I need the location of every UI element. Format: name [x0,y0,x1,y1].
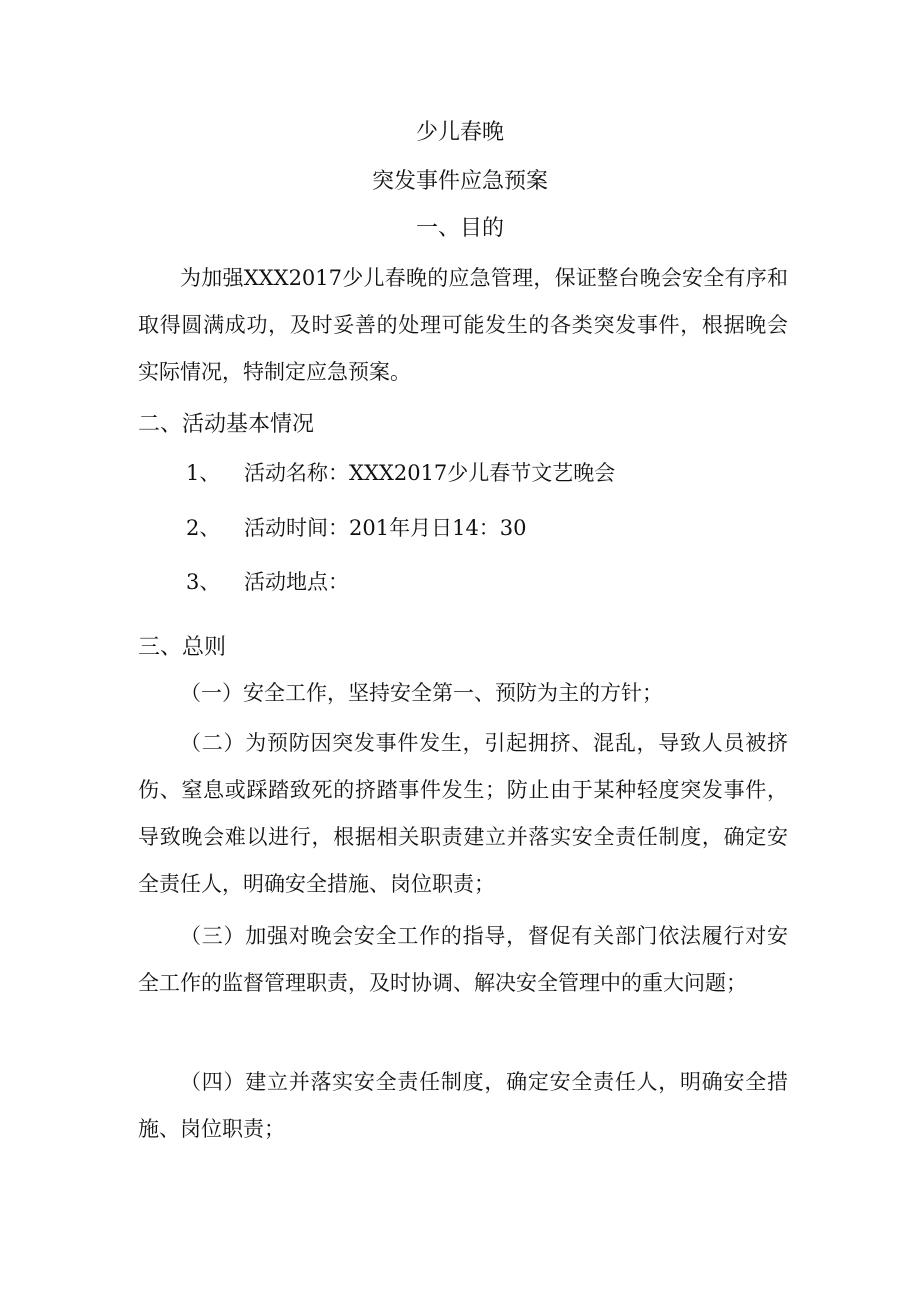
section-heading-general-rules: 三、总则 [138,635,227,660]
list-item-number: 1、 [186,461,221,485]
rule-paragraph-3: （三）加强对晚会安全工作的指导，督促有关部门依法履行对安全工作的监督管理职责，及时协调、解决安全管理中的重大问题； [138,924,788,995]
list-item-number: 3、 [186,570,221,594]
list-item-text: 活动名称：XXX2017少儿春节文艺晚会 [244,461,616,485]
rule-paragraph-1: （一）安全工作，坚持安全第一、预防为主的方针； [180,681,663,705]
list-item-number: 2、 [186,516,221,540]
list-item-text: 活动地点： [244,570,349,594]
section-heading-purpose: 一、目的 [415,216,504,241]
list-item [186,458,615,488]
purpose-paragraph: 为加强XXX2017少儿春晚的应急管理，保证整台晚会安全有序和取得圆满成功，及时妥善的处理可能发生的各类突发事件，根据晚会实际情况，特制定应急预案。 [138,266,788,384]
section-heading-basic-info: 二、活动基本情况 [138,412,315,437]
list-item-text: 活动时间：201年月日14：30 [244,516,527,540]
document-subtitle: 突发事件应急预案 [371,169,548,194]
list-item [186,513,527,543]
rule-paragraph-4: （四）建立并落实安全责任制度，确定安全责任人，明确安全措施、岗位职责； [138,1070,788,1141]
list-item [186,567,349,597]
document-title: 少儿春晚 [415,120,504,145]
rule-paragraph-2: （二）为预防因突发事件发生，引起拥挤、混乱，导致人员被挤伤、窒息或踩踏致死的挤踏事件发生；防止由于某种轻度突发事件，导致晚会难以进行，根据相关职责建立并落实安全责任制度，确定安全责任人，明确安全措施、岗位职责； [138,731,788,896]
